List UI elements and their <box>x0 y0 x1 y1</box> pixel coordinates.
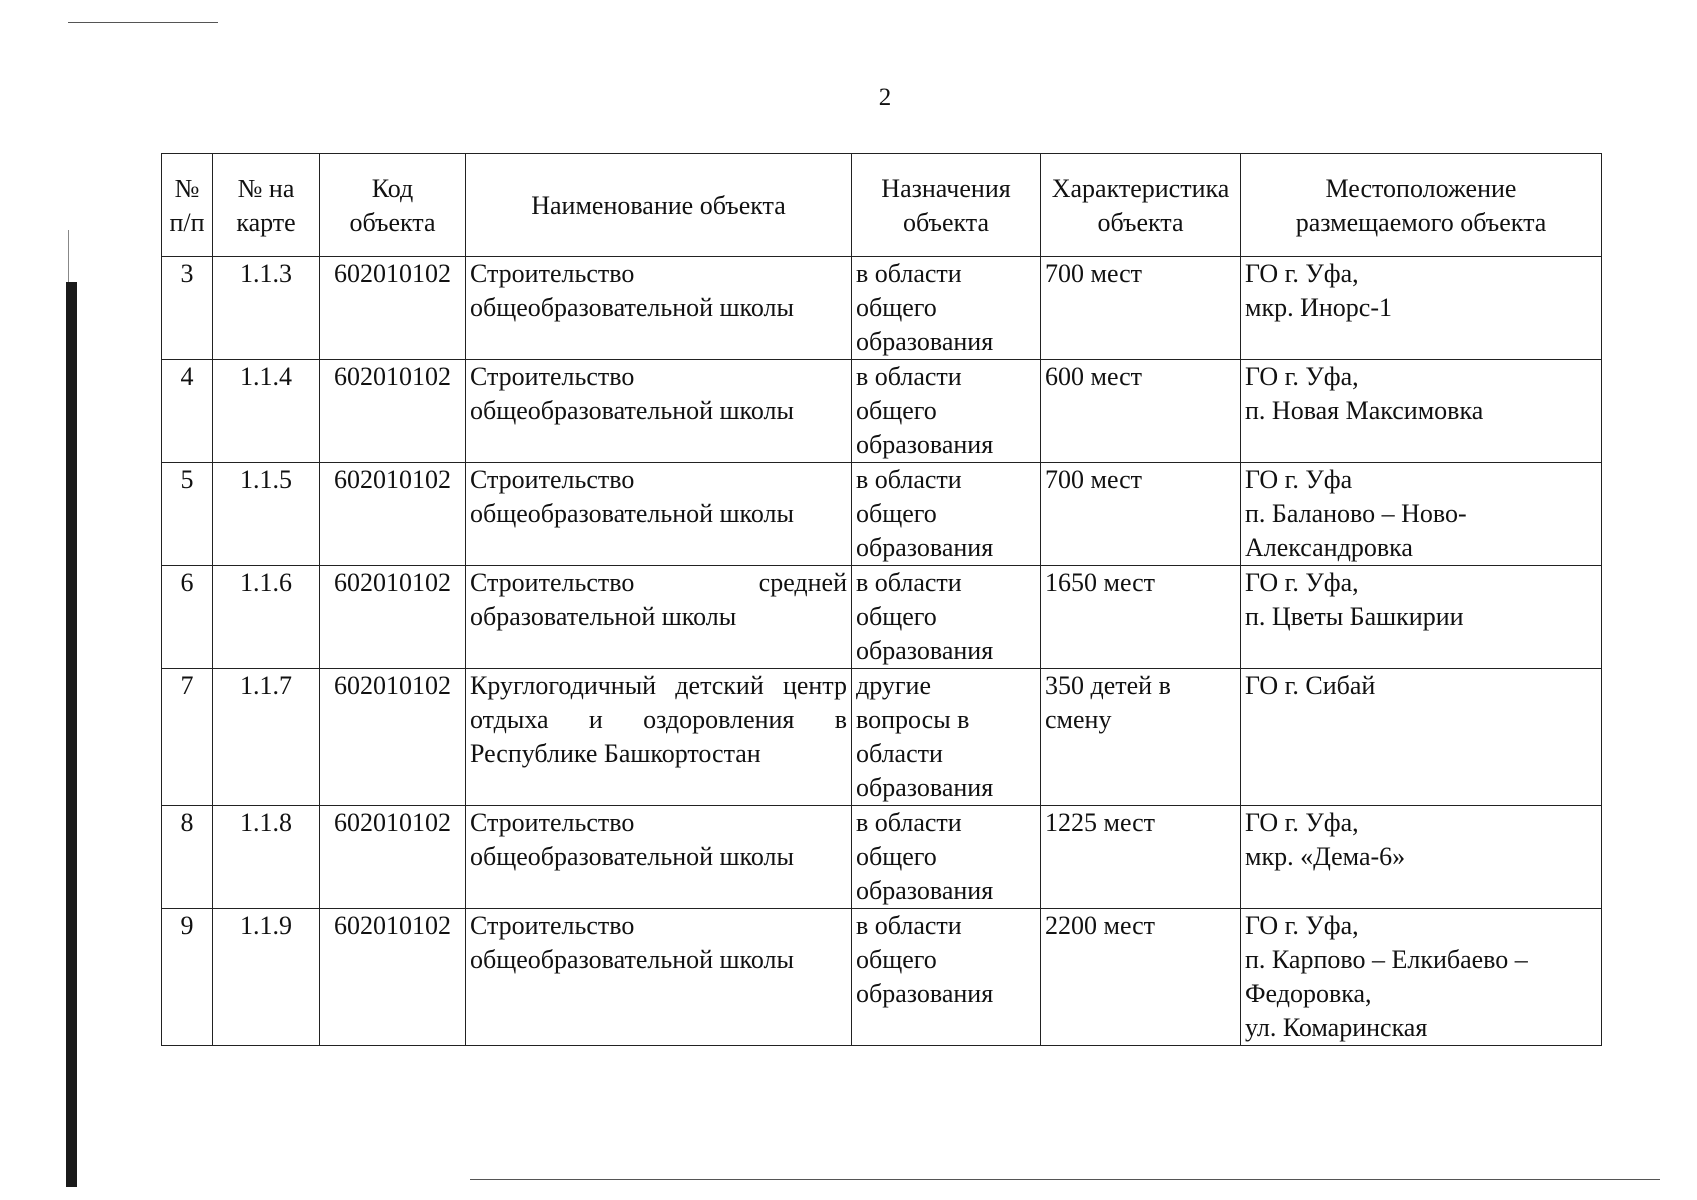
cell-code: 602010102 <box>320 669 466 806</box>
header-line: п/п <box>169 208 205 237</box>
cell-map-no: 1.1.3 <box>213 257 320 360</box>
cell-characteristic-line: 700 мест <box>1045 259 1143 288</box>
cell-characteristic <box>1041 463 1241 566</box>
cell-location-line: мкр. Инорс-1 <box>1245 293 1392 322</box>
cell-purpose-line: образования <box>856 979 994 1008</box>
objects-table <box>161 153 1602 1046</box>
cell-num: 6 <box>162 566 213 669</box>
table-row <box>162 909 1602 1046</box>
cell-name: Строительство общеобразовательной школы <box>466 806 852 909</box>
header-line: объекта <box>1097 208 1184 237</box>
header-line: № <box>174 174 200 203</box>
cell-location-line: ГО г. Уфа, <box>1245 911 1359 940</box>
cell-purpose-line: общего <box>856 602 937 631</box>
cell-num: 7 <box>162 669 213 806</box>
page-number: 2 <box>878 84 892 111</box>
cell-location-line: мкр. «Дема-6» <box>1245 842 1406 871</box>
cell-location <box>1241 257 1602 360</box>
header-line: Код <box>371 174 414 203</box>
cell-purpose-line: образования <box>856 533 994 562</box>
cell-characteristic-line: 350 детей в <box>1045 671 1171 700</box>
cell-purpose-line: образования <box>856 327 994 356</box>
cell-characteristic <box>1041 566 1241 669</box>
cell-characteristic-line: 600 мест <box>1045 362 1143 391</box>
header-line: Местоположение <box>1325 174 1517 203</box>
cell-purpose-line: общего <box>856 499 937 528</box>
cell-map-no: 1.1.7 <box>213 669 320 806</box>
cell-name: Строительство общеобразовательной школы <box>466 257 852 360</box>
cell-location-line: п. Карпово – Елкибаево – <box>1245 945 1528 974</box>
cell-num: 9 <box>162 909 213 1046</box>
cell-location <box>1241 806 1602 909</box>
cell-location-line: п. Баланово – Ново- <box>1245 499 1467 528</box>
header-line: объекта <box>902 208 990 237</box>
header-line: Наименование объекта <box>531 191 786 220</box>
cell-purpose-line: другие <box>856 671 932 700</box>
cell-purpose-line: в области <box>856 259 962 288</box>
header-characteristic <box>1041 154 1241 257</box>
cell-code: 602010102 <box>320 909 466 1046</box>
cell-purpose <box>852 566 1041 669</box>
cell-purpose-line: в области <box>856 362 962 391</box>
header-purpose <box>852 154 1041 257</box>
cell-map-no: 1.1.8 <box>213 806 320 909</box>
cell-num: 8 <box>162 806 213 909</box>
cell-purpose-line: образования <box>856 430 994 459</box>
cell-map-no: 1.1.6 <box>213 566 320 669</box>
cell-location-line: ул. Комаринская <box>1245 1013 1428 1042</box>
cell-num: 3 <box>162 257 213 360</box>
cell-location-line: ГО г. Уфа, <box>1245 362 1359 391</box>
cell-location-line: Александровка <box>1245 533 1413 562</box>
cell-code: 602010102 <box>320 566 466 669</box>
header-location <box>1241 154 1602 257</box>
cell-code: 602010102 <box>320 257 466 360</box>
table-row <box>162 463 1602 566</box>
cell-purpose-line: в области <box>856 465 962 494</box>
top-scan-rule <box>68 22 218 23</box>
cell-characteristic-line: 1650 мест <box>1045 568 1156 597</box>
cell-location <box>1241 669 1602 806</box>
header-code <box>320 154 466 257</box>
cell-purpose <box>852 669 1041 806</box>
cell-location-line: ГО г. Уфа, <box>1245 808 1359 837</box>
cell-location-line: ГО г. Сибай <box>1245 671 1376 700</box>
cell-purpose <box>852 257 1041 360</box>
table-row <box>162 806 1602 909</box>
cell-purpose-line: образования <box>856 636 994 665</box>
left-scan-mark <box>68 230 69 290</box>
table-row <box>162 360 1602 463</box>
cell-purpose-line: образования <box>856 876 994 905</box>
cell-characteristic <box>1041 360 1241 463</box>
header-line: размещаемого объекта <box>1295 208 1547 237</box>
header-map-no <box>213 154 320 257</box>
cell-purpose <box>852 909 1041 1046</box>
header-line: № на <box>237 174 295 203</box>
cell-purpose-line: в области <box>856 808 962 837</box>
cell-purpose-line: в области <box>856 911 962 940</box>
table-row <box>162 669 1602 806</box>
cell-name: Строительство общеобразовательной школы <box>466 909 852 1046</box>
header-name <box>466 154 852 257</box>
cell-name: Круглогодичный детский центр отдыха и оздоровления в Республике Башкортостан <box>466 669 852 806</box>
cell-location-line: Федоровка, <box>1245 979 1372 1008</box>
cell-purpose-line: вопросы в <box>856 705 970 734</box>
cell-location-line: п. Цветы Башкирии <box>1245 602 1464 631</box>
cell-map-no: 1.1.9 <box>213 909 320 1046</box>
cell-purpose <box>852 463 1041 566</box>
cell-name: Строительство средней образовательной школы <box>466 566 852 669</box>
cell-characteristic <box>1041 909 1241 1046</box>
cell-purpose-line: общего <box>856 293 937 322</box>
cell-num: 4 <box>162 360 213 463</box>
cell-location-line: п. Новая Максимовка <box>1245 396 1484 425</box>
bottom-scan-rule <box>470 1179 1660 1180</box>
cell-num: 5 <box>162 463 213 566</box>
table-row <box>162 257 1602 360</box>
cell-location-line: ГО г. Уфа, <box>1245 568 1359 597</box>
cell-map-no: 1.1.5 <box>213 463 320 566</box>
cell-name: Строительство общеобразовательной школы <box>466 360 852 463</box>
cell-purpose <box>852 360 1041 463</box>
cell-characteristic <box>1041 669 1241 806</box>
cell-location-line: ГО г. Уфа, <box>1245 259 1359 288</box>
cell-map-no: 1.1.4 <box>213 360 320 463</box>
cell-purpose <box>852 806 1041 909</box>
cell-location <box>1241 909 1602 1046</box>
cell-characteristic-line: 2200 мест <box>1045 911 1156 940</box>
header-line: объекта <box>349 208 436 237</box>
header-line: Назначения <box>881 174 1011 203</box>
cell-purpose-line: общего <box>856 945 937 974</box>
left-binding-bar <box>66 282 77 1187</box>
cell-code: 602010102 <box>320 806 466 909</box>
table-row <box>162 566 1602 669</box>
header-line: карте <box>236 208 296 237</box>
cell-purpose-line: в области <box>856 568 962 597</box>
cell-code: 602010102 <box>320 360 466 463</box>
cell-purpose-line: общего <box>856 842 937 871</box>
cell-location <box>1241 463 1602 566</box>
table-header-row <box>162 154 1602 257</box>
cell-characteristic <box>1041 257 1241 360</box>
cell-purpose-line: области <box>856 739 943 768</box>
cell-characteristic <box>1041 806 1241 909</box>
cell-location <box>1241 566 1602 669</box>
cell-characteristic-line: 1225 мест <box>1045 808 1156 837</box>
cell-purpose-line: общего <box>856 396 937 425</box>
cell-location <box>1241 360 1602 463</box>
table-body <box>162 257 1602 1046</box>
cell-characteristic-line: 700 мест <box>1045 465 1143 494</box>
cell-purpose-line: образования <box>856 773 994 802</box>
cell-code: 602010102 <box>320 463 466 566</box>
cell-location-line: ГО г. Уфа <box>1245 465 1353 494</box>
header-line: Характеристика <box>1051 174 1230 203</box>
cell-characteristic-line: смену <box>1045 705 1112 734</box>
header-num <box>162 154 213 257</box>
cell-name: Строительство общеобразовательной школы <box>466 463 852 566</box>
